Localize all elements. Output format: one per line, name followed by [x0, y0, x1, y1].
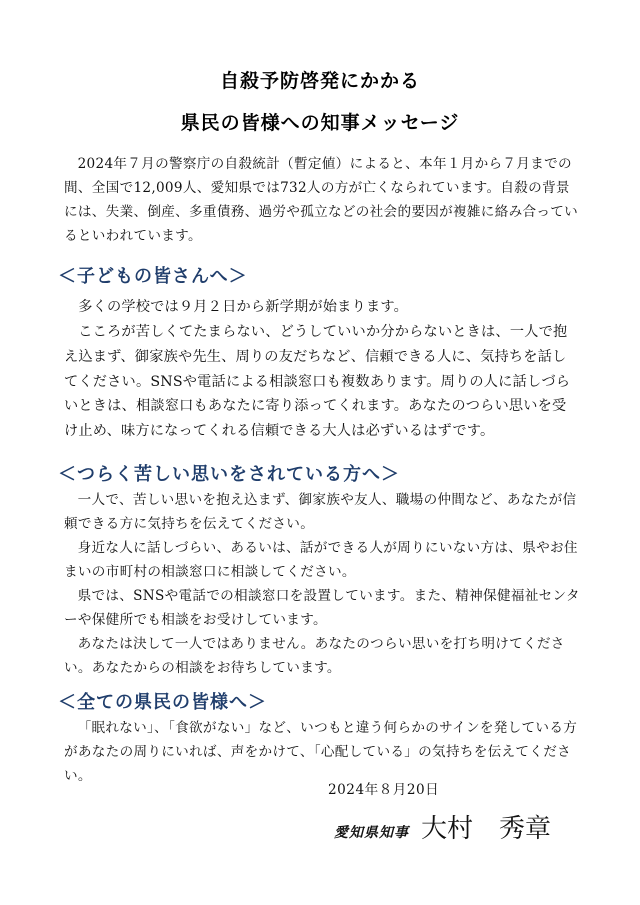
- suffering-heading: ＜つらく苦しい思いをされている方へ＞: [58, 464, 400, 485]
- title-line-1: 自殺予防啓発にかかる: [219, 70, 420, 92]
- intro-paragraph: 2024年７月の警察庁の自殺統計（暫定値）によると、本年１月から７月までの間、全国で12,009人、愛知県では732人の方が亡くなられています。自殺の背景には、失業、倒産、多重債務、過労や孤立などの社会的要因が複雑に絡み合っているといわれています。: [64, 156, 579, 244]
- suffering-paragraph-4: あなたは決して一人ではありません。あなたのつらい思いを打ち明けてください。あなたからの相談をお待ちしています。: [64, 636, 565, 676]
- all-citizens-heading: ＜全ての県民の皆様へ＞: [58, 692, 267, 713]
- all-citizens-paragraph: 「眠れない」、「食欲がない」など、いつもと違う何らかのサインを発している方があなたの周りにいれば、声をかけて、「心配している」の気持ちを伝えてください。: [64, 720, 578, 784]
- children-paragraph-2: こころが苦しくてたまらない、どうしていいか分からないときは、一人で抱え込まず、御家族や先生、周りの友だちなど、信頼できる人に、気持ちを話してください。SNSや電話による相談窓口も複数あります。周りの人に話しづらいときは、相談窓口もあなたに寄り添ってくれます。あなたのつらい思いを受け止め、味方になってくれる信頼できる大人は必ずいるはずです。: [64, 324, 571, 440]
- message-date: 2024年８月20日: [328, 782, 440, 798]
- children-paragraph-1: 多くの学校では９月２日から新学期が始まります。: [78, 299, 408, 315]
- children-heading: ＜子どもの皆さんへ＞: [58, 266, 248, 287]
- signature: [334, 808, 551, 845]
- suffering-paragraph-2: 身近な人に話しづらい、あるいは、話ができる人が周りにいない方は、県やお住まいの市町村の相談窓口に相談してください。: [64, 540, 578, 580]
- signature-name: 大村 秀章: [421, 814, 552, 844]
- suffering-paragraph-1: 一人で、苦しい思いを抱え込まず、御家族や友人、職場の仲間など、あなたが信頼できる方に気持ちを伝えてください。: [64, 492, 577, 532]
- title-line-2: 県民の皆様への知事メッセージ: [180, 112, 460, 134]
- suffering-paragraph-3: 県では、SNSや電話での相談窓口を設置しています。また、精神保健福祉センターや保健所でも相談をお受けしています。: [64, 588, 580, 628]
- signature-role: 愛知県知事: [334, 825, 409, 841]
